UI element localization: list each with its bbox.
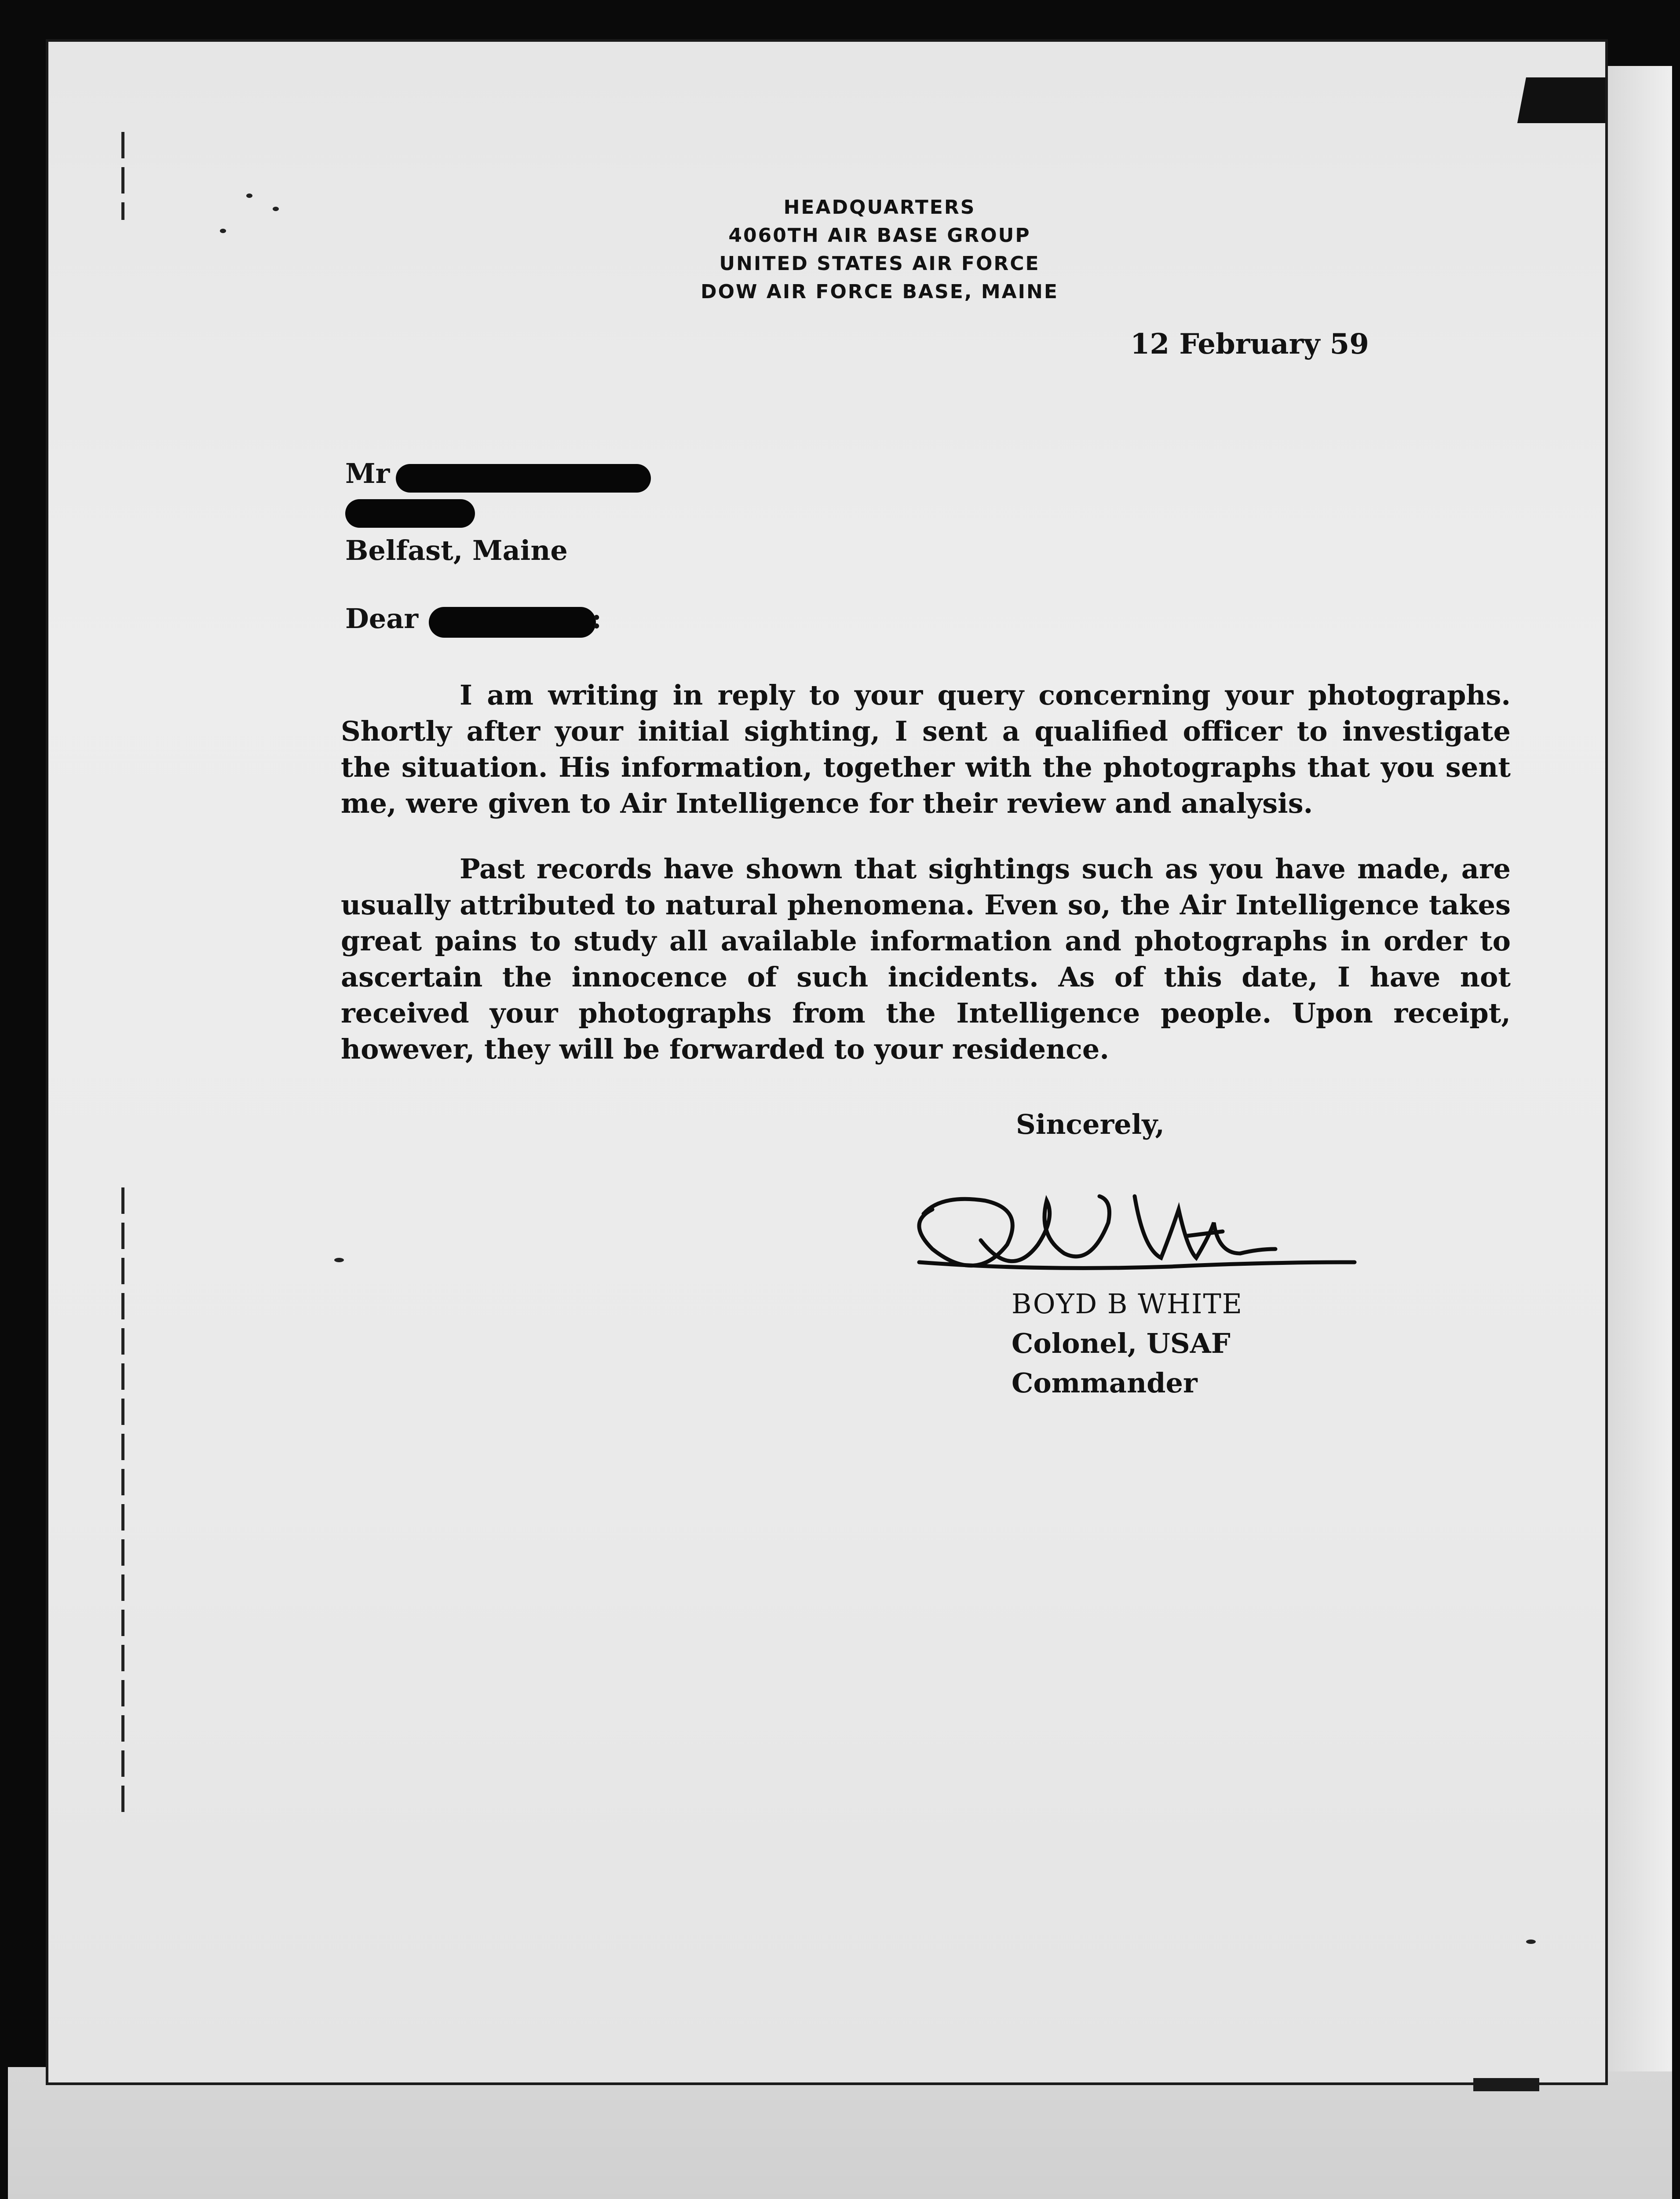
- signatory-name: BOYD B WHITE: [1012, 1288, 1243, 1320]
- signatory-rank: Colonel, USAF: [1012, 1327, 1231, 1359]
- letter-date: 12 February 59: [1130, 328, 1369, 361]
- speck: [334, 1258, 344, 1262]
- body-paragraph-2: [341, 851, 1511, 1067]
- speck: [1526, 1940, 1536, 1944]
- bottom-edge-mark: [1473, 2078, 1539, 2091]
- left-edge-line-upper: [121, 132, 124, 220]
- address-city: Belfast, Maine: [345, 534, 568, 566]
- letterhead-line2: 4060TH AIR BASE GROUP: [728, 224, 1031, 247]
- redacted-greeting-name: [429, 607, 596, 638]
- address-prefix: Mr: [345, 457, 390, 489]
- greeting-colon: :: [592, 603, 602, 635]
- film-edge-strip: [1605, 66, 1672, 2071]
- lower-mat: [8, 2067, 1672, 2199]
- paragraph-1-text: I am writing in reply to your query concerning your photographs. Shortly after your initial sighting, I sent a qualified officer to investigate the situation. His information, together with the photographs that you sent me, were given to Air Intelligence for their review and analysis.: [341, 679, 1511, 819]
- greeting: Dear: [345, 603, 419, 635]
- handwritten-signature: [906, 1183, 1359, 1297]
- body-paragraph-1: [341, 677, 1511, 822]
- speck: [246, 194, 252, 198]
- letterhead-line4: DOW AIR FORCE BASE, MAINE: [701, 281, 1059, 303]
- left-edge-line: [121, 1187, 124, 1816]
- signatory-title: Commander: [1012, 1367, 1198, 1399]
- closing: Sincerely,: [1016, 1108, 1165, 1140]
- redacted-name: [396, 464, 651, 493]
- paragraph-2-text: Past records have shown that sightings such as you have made, are usually attributed to natural phenomena. Even so, the Air Intelligence takes great pains to study all available information and photographs in order to ascertain the innocence of such incidents. As of this date, I have not received your photographs from the Intelligence people. Upon receipt, however, they will be forwarded to your residence.: [341, 853, 1511, 1065]
- letterhead: [616, 194, 1143, 306]
- letterhead-line3: UNITED STATES AIR FORCE: [719, 252, 1040, 275]
- letterhead-line1: HEADQUARTERS: [783, 196, 976, 219]
- signature-block: [1012, 1284, 1243, 1403]
- redacted-street: [345, 499, 475, 528]
- speck: [273, 207, 279, 211]
- speck: [220, 229, 226, 233]
